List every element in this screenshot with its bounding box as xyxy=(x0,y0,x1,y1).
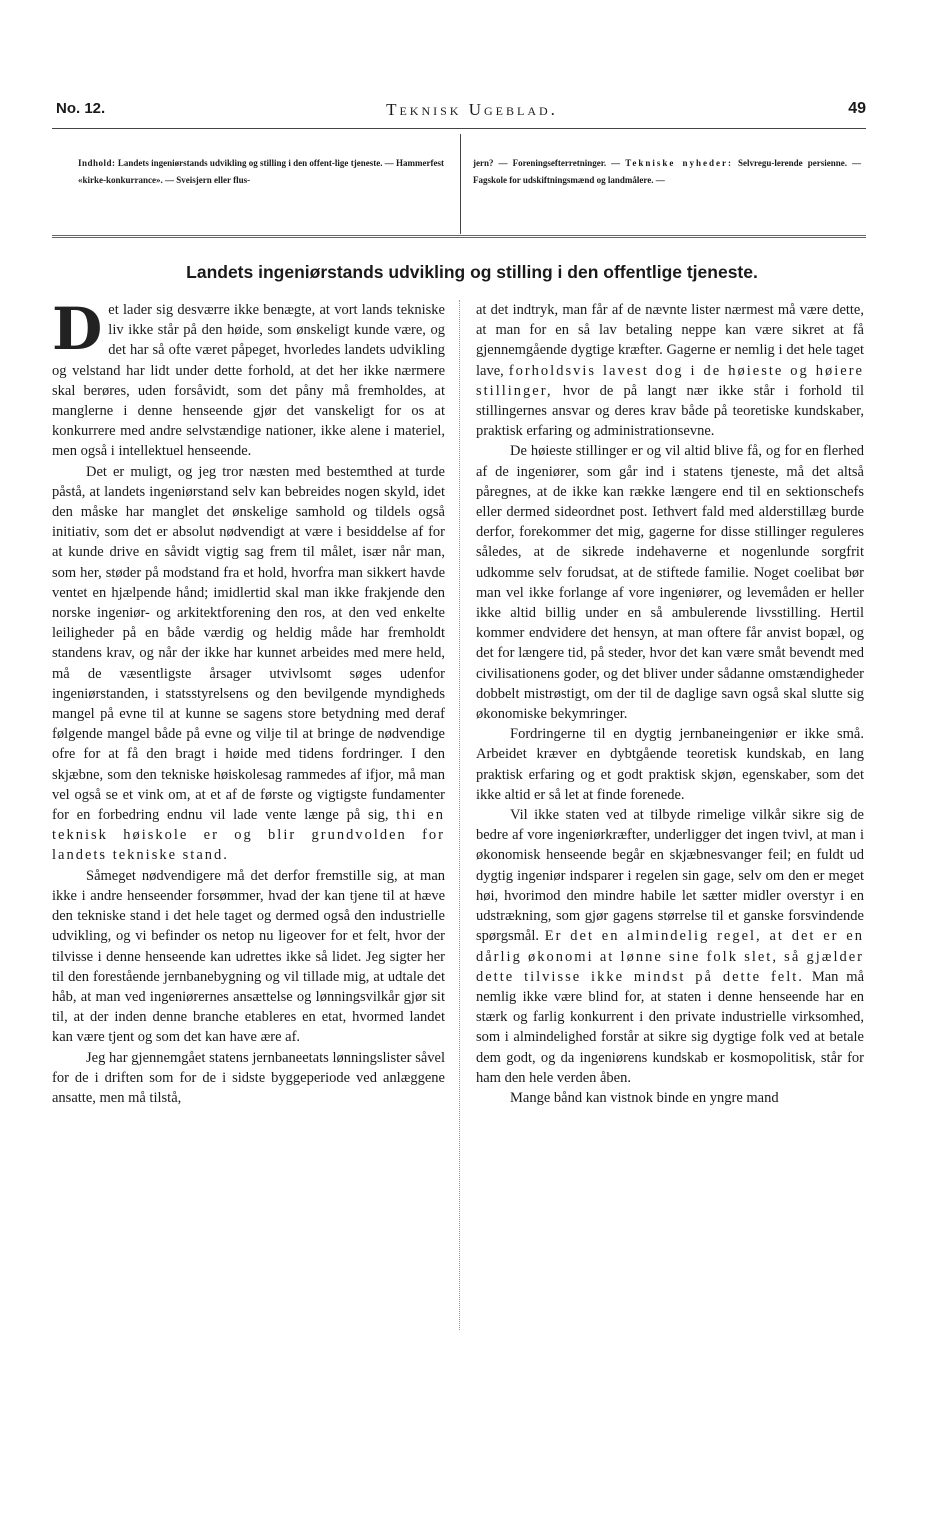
toc-left xyxy=(78,155,444,189)
left-paragraph-1 xyxy=(52,295,445,462)
journal-title: Teknisk Ugeblad. xyxy=(386,100,558,119)
toc-left-text: Landets ingeniørstands udvikling og stilling i den offent-lige tjeneste. — Hammerfest «kirke-konkurrance». — Sveisjern eller flus- xyxy=(78,158,445,185)
right-p1-text-b: hvor de på langt nær ikke står i forhold til stillingernes ansvar og deres krav både på teoretiske kundskaber, praktisk erfaring og administrationsevne. xyxy=(476,382,864,440)
right-paragraph-5: Mange bånd kan vistnok binde en yngre mand xyxy=(510,1089,779,1106)
right-column xyxy=(476,300,864,1108)
right-paragraph-1 xyxy=(476,300,864,441)
column-separator xyxy=(459,300,460,1330)
toc-label: Indhold: xyxy=(78,158,116,168)
toc-right-text-b: Selvregu-lerende persienne. — Fagskole for udskiftningsmænd og landmålere. — xyxy=(473,158,862,185)
right-paragraph-4 xyxy=(476,805,864,1088)
right-p4-text-b: Man må nemlig ikke være blind for, at staten i denne henseende har en stærk og farlig konkurrent i den private industrielle virksomhed, som i almindelighed forstår at sikre sig dygtige folk ved at betale dem godt, og da ingeniørens kundskab er kosmopolitisk, står for ham den hele verden åben. xyxy=(476,968,865,1086)
right-paragraph-3: Fordringerne til en dygtig jernbaneingeniør er ikke små. Arbeidet kræver en dybtgående teoretisk kundskab, en lang praktisk erfaring og et godt praktisk skjøn, egenskaber, som det ikke altid er så let at finde forenede. xyxy=(476,726,864,803)
article-title: Landets ingeniørstands udvikling og stilling i den offentlige tjeneste. xyxy=(186,262,758,282)
left-p1-text: et lader sig desværre ikke benægte, at vort lands tekniske liv ikke står på den høide, som ønskeligt kunde være, og det har så ofte været påpeget, hvorledes landets udvikling og velstand har lidt under dette forhold, at det her ikke nærmere skal berøres, uden forsåvidt, som det påny må fremholdes, at manglerne i denne henseende gjør det vanskeligt for os at konkurrere med andre selvstændige nationer, ikke alene i materiel, men også i intellektuel henseende. xyxy=(52,302,445,460)
left-paragraph-3: Såmeget nødvendigere må det derfor fremstille sig, at man ikke i andre henseender forsømmer, hvad der kan tjene til at hæve den tekniske stand i det hele taget og dermed også den industrielle udvikling, og vi befinder os netop nu ligeover for et felt, hvor der tilvisse i denne henseende kan udrettes ikke så lidet. Jeg sigter her til den forestående jernbanebygning og vil tillade mig, at udtale det håb, at man ved ingeniørernes ansættelse og lønningsvilkår gjør sit til, at der inden denne branche etableres en etat, hvormed landet kan være tjent og som det kan have ære af. xyxy=(52,867,445,1046)
left-paragraph-4: Jeg har gjennemgået statens jernbaneetats lønningslister såvel for de i driften som for de i sidste byggeperiode ved anlæggene ansatte, men må tilstå, xyxy=(52,1049,445,1106)
right-p1-text-a: at det indtryk, man får af de nævnte lister nærmest må være dette, at man for en så lav betaling neppe kan være sikret at få gjennemgående dygtige kræfter. Gagerne er nemlig i det hele taget lave, xyxy=(476,302,864,379)
toc-rule xyxy=(52,235,866,238)
toc-right-text-spaced: Tekniske nyheder: xyxy=(625,158,733,168)
left-p2-text: Det er muligt, og jeg tror næsten med bestemthed at turde påstå, at landets ingeniørstand selv kan bebreides nogen skyld, idet den måske har manglet det ønskelige samhold og tildels også initiativ, som det er absolut nødvendigt at være i besiddelse af for at kunde drive en såvidt vigtig sag frem til målet, især når man, som her, støder på modstand fra et hold, hvorfra man sikkert havde ventet en hjælpende hånd; imidlertid skal man ikke frakjende den norske ingeniør- og arkitektforening den ros, at den ved enkelte leiligheder på en både værdig og heldig måde har fremholdt standens krav, og når der ikke har kunnet arbeides med mere held, må de væsentligste årsager utvivlsomt søges udenfor ingeniørstanden, i statsstyrelsens og den bevilgende myndigheds mangel på evne til at kunne se sagens store betydning med deraf følgende mangel både på evne og vilje til at bringe de nødvendige ofre for at få den bragt i høide med tidens fordringer. I den skjæbne, som den tekniske høiskolesag rammedes af ifjor, må man vel også se et vink om, at et af de første og vigtigste fundamenter for en forbedring endnu vil lade vente længe på sig, xyxy=(52,463,445,824)
dropcap: D xyxy=(52,295,103,363)
left-paragraph-2 xyxy=(52,462,445,866)
right-p4-spaced: Er det en almindelig regel, at det er en dårlig økonomi at lønne sine folk slet, så gjælder dette tilvisse ikke mindst på dette felt. xyxy=(476,928,864,985)
toc-right xyxy=(473,155,861,189)
right-p4-text-a: Vil ikke staten ved at tilbyde rimelige vilkår sikre sig de bedre af vore ingeniørkræfter, underligger det ingen tvivl, at man i økonomisk henseende begår en skjæbnesvanger feil; en fuldt ud dygtig ingeniør indsparer i regelen sin gage, selv om den er meget høi, hvorimod den mindre habile let sætter midler overstyr i en udstrækning, som gjør gagens størrelse til et ganske forsvindende spørgsmål. xyxy=(476,807,864,945)
left-p2-spaced: thi en teknisk høiskole er og blir grundvolden for landets tekniske stand. xyxy=(52,807,445,864)
right-p1-spaced: forholdsvis lavest dog i de høieste og høiere stillinger, xyxy=(476,362,864,399)
left-column xyxy=(52,295,445,1108)
header-rule xyxy=(52,128,866,129)
toc-right-text-a: jern? — Foreningsefterretninger. — xyxy=(473,158,621,168)
toc-separator xyxy=(460,134,461,234)
page-number: 49 xyxy=(848,100,866,117)
issue-number: No. 12. xyxy=(56,100,106,117)
right-paragraph-2: De høieste stillinger er og vil altid blive få, og for en flerhed af de ingeniører, som går ind i statens tjeneste, må det altså påregnes, at de ikke kan række længere end til en sektionschefs eller dermed sideordnet post. Iethvert fald med alderstillæg burde derfor, forekommer det mig, gagerne for disse stillinger reguleres således, at de sikrede indehaverne et nogenlunde sorgfrit udkomme selv forudsat, at de stiftede familie. Noget coelibat bør man vel ikke forlange af vore ingeniører, og levemåden er heller ikke altid billig under en så ambulerende livsstilling. Hertil kommer endvidere det hensyn, at man oftere får anvist bopæl, og det for længere tid, på steder, hvor det kan være småt bevendt med civilisationens goder, og det bliver under sådanne omstændigheder dobbelt mistrøstigt, om der til de daglige savn også skal slutte sig økonomiske bekymringer. xyxy=(476,443,864,723)
